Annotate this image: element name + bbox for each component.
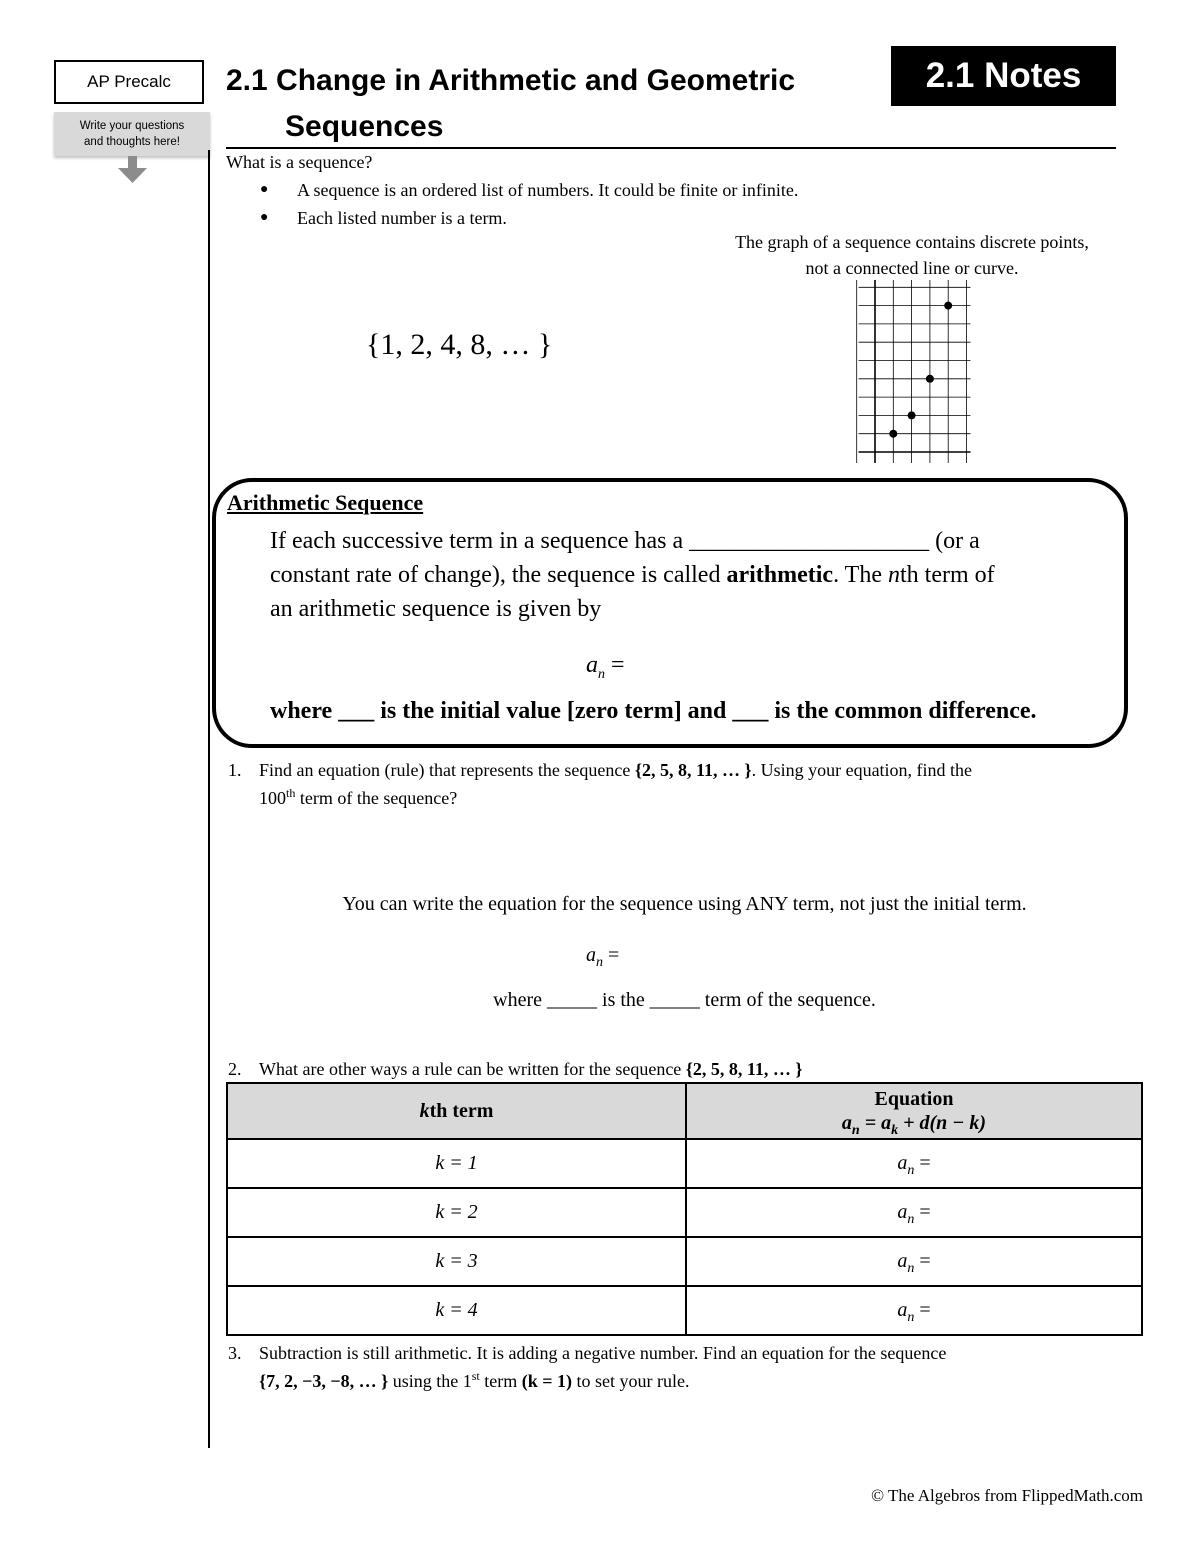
- title-line2: Sequences: [285, 110, 444, 143]
- table-cell-eq[interactable]: [686, 1237, 1142, 1286]
- eq-a: a: [897, 1299, 908, 1321]
- arithmetic-line2-b: . The: [833, 562, 888, 588]
- formula-sub: n: [598, 666, 605, 682]
- eq-sub: n: [907, 1212, 915, 1227]
- arithmetic-heading: Arithmetic Sequence: [227, 490, 424, 515]
- formula-a: a: [586, 652, 598, 678]
- eq-sub: n: [907, 1261, 915, 1276]
- q1-text-b: . Using your equation, find the: [751, 760, 973, 780]
- k-value: k = 4: [435, 1299, 478, 1321]
- q2-sequence: {2, 5, 8, 11, … }: [685, 1059, 803, 1079]
- table-cell-eq[interactable]: [686, 1188, 1142, 1237]
- table-cell-k: [227, 1286, 686, 1335]
- any-term-formula: [586, 944, 620, 970]
- table-header-kth-term: [227, 1083, 686, 1139]
- table-row: [227, 1286, 1142, 1335]
- bullet-icon: ●: [260, 210, 269, 225]
- q3-text-c: to set your rule.: [571, 1371, 690, 1391]
- any-formula-sub: n: [596, 955, 603, 970]
- q1-number: 1.: [228, 760, 242, 780]
- header-kth-label: th term: [429, 1100, 494, 1122]
- intro-bullet-1: A sequence is an ordered list of numbers. It could be finite or infinite.: [297, 180, 799, 200]
- eq-rest: =: [914, 1152, 931, 1174]
- intro-bullet-2: Each listed number is a term.: [297, 208, 507, 228]
- q2-line: [259, 1055, 803, 1083]
- q1-th: th: [286, 786, 296, 800]
- q3-line1: Subtraction is still arithmetic. It is adding a negative number. Find an equation for the sequence: [259, 1343, 947, 1363]
- q3-number: 3.: [228, 1343, 242, 1363]
- arithmetic-line2: [270, 558, 995, 592]
- header-formula-a: a: [841, 1112, 852, 1134]
- course-label-box: [54, 60, 204, 104]
- table-cell-eq[interactable]: [686, 1286, 1142, 1335]
- eq-a: a: [897, 1201, 908, 1223]
- margin-note-line1: Write your questions: [79, 120, 185, 132]
- header-k-var: k: [419, 1100, 430, 1122]
- arithmetic-where-line: where ___ is the initial value [zero term] and ___ is the common difference.: [270, 698, 1037, 724]
- formula-eq: =: [605, 652, 625, 678]
- course-label: AP Precalc: [87, 72, 171, 91]
- margin-divider: [208, 150, 210, 1448]
- arithmetic-term: arithmetic: [726, 562, 834, 588]
- eq-sub: n: [907, 1163, 915, 1178]
- any-formula-a: a: [586, 944, 596, 966]
- q1-text-a: Find an equation (rule) that represents the sequence: [259, 760, 635, 780]
- graph-caption-line2: not a connected line or curve.: [805, 258, 1019, 278]
- header-equation-label: Equation: [874, 1088, 954, 1110]
- any-formula-eq: =: [603, 944, 620, 966]
- header-equation-formula: $a_n = a_k + d(n - k)$: [841, 1112, 987, 1138]
- eq-rest: =: [914, 1299, 931, 1321]
- any-term-where: where _____ is the _____ term of the sequence.: [493, 989, 876, 1011]
- q3-text-a: using the 1: [388, 1371, 472, 1391]
- margin-note-line2: and thoughts here!: [84, 136, 180, 148]
- title-line1: 2.1 Change in Arithmetic and Geometric: [226, 64, 796, 97]
- graph-point: [889, 430, 897, 438]
- arithmetic-n-var: n: [887, 562, 900, 588]
- q3-line2: [259, 1367, 689, 1395]
- k-value: k = 3: [435, 1250, 478, 1272]
- arithmetic-line1: If each successive term in a sequence has a ____________________ (or a: [270, 528, 980, 554]
- table-cell-k: [227, 1139, 686, 1188]
- eq-a: a: [897, 1152, 908, 1174]
- table-row: [227, 1188, 1142, 1237]
- table-header-equation: [686, 1083, 1142, 1139]
- sequence-graph: [855, 278, 971, 464]
- intro-question: What is a sequence?: [226, 152, 373, 172]
- arithmetic-line3: an arithmetic sequence is given by: [270, 596, 602, 622]
- notes-badge-label: 2.1 Notes: [925, 56, 1082, 95]
- down-arrow-icon: [118, 156, 148, 184]
- footer-copyright: © The Algebros from FlippedMath.com: [871, 1486, 1143, 1505]
- q1-100: 100: [259, 788, 286, 808]
- table-row: [227, 1237, 1142, 1286]
- arithmetic-formula: [586, 648, 625, 682]
- eq-rest: =: [914, 1201, 931, 1223]
- table-cell-k: [227, 1188, 686, 1237]
- graph-point: [944, 302, 952, 310]
- example-sequence: {1, 2, 4, 8, … }: [366, 328, 553, 361]
- table-cell-k: [227, 1237, 686, 1286]
- q2-text: What are other ways a rule can be written for the sequence: [259, 1059, 686, 1079]
- graph-caption: [690, 229, 1134, 281]
- graph-point: [926, 375, 934, 383]
- graph-point: [908, 411, 916, 419]
- eq-a: a: [897, 1250, 908, 1272]
- rule-table: [226, 1082, 1143, 1336]
- q1-line2: [259, 784, 457, 812]
- table-cell-eq[interactable]: [686, 1139, 1142, 1188]
- graph-caption-line1: The graph of a sequence contains discrete points,: [735, 232, 1089, 252]
- q3-st: st: [471, 1369, 480, 1383]
- q3-text-b: term: [479, 1371, 522, 1391]
- margin-note-banner: [54, 112, 210, 156]
- arithmetic-line2-a: constant rate of change), the sequence is called: [270, 562, 727, 588]
- q3-k-value: (k = 1): [521, 1371, 572, 1391]
- q1-sequence: {2, 5, 8, 11, … }: [634, 760, 752, 780]
- any-term-sentence: You can write the equation for the sequence using ANY term, not just the initial term.: [342, 893, 1027, 915]
- table-row: [227, 1139, 1142, 1188]
- q1-text-c: term of the sequence?: [295, 788, 458, 808]
- arithmetic-line2-c: th term of: [899, 562, 995, 588]
- page-title: [226, 58, 866, 150]
- table-header-row: [227, 1083, 1142, 1139]
- eq-rest: =: [914, 1250, 931, 1272]
- eq-sub: n: [907, 1310, 915, 1325]
- k-value: k = 1: [435, 1152, 478, 1174]
- k-value: k = 2: [435, 1201, 478, 1223]
- q1-line1: [259, 756, 972, 784]
- notes-badge: [891, 46, 1116, 106]
- q2-number: 2.: [228, 1059, 242, 1079]
- bullet-icon: ●: [260, 182, 269, 197]
- q3-sequence: {7, 2, −3, −8, … }: [259, 1371, 389, 1391]
